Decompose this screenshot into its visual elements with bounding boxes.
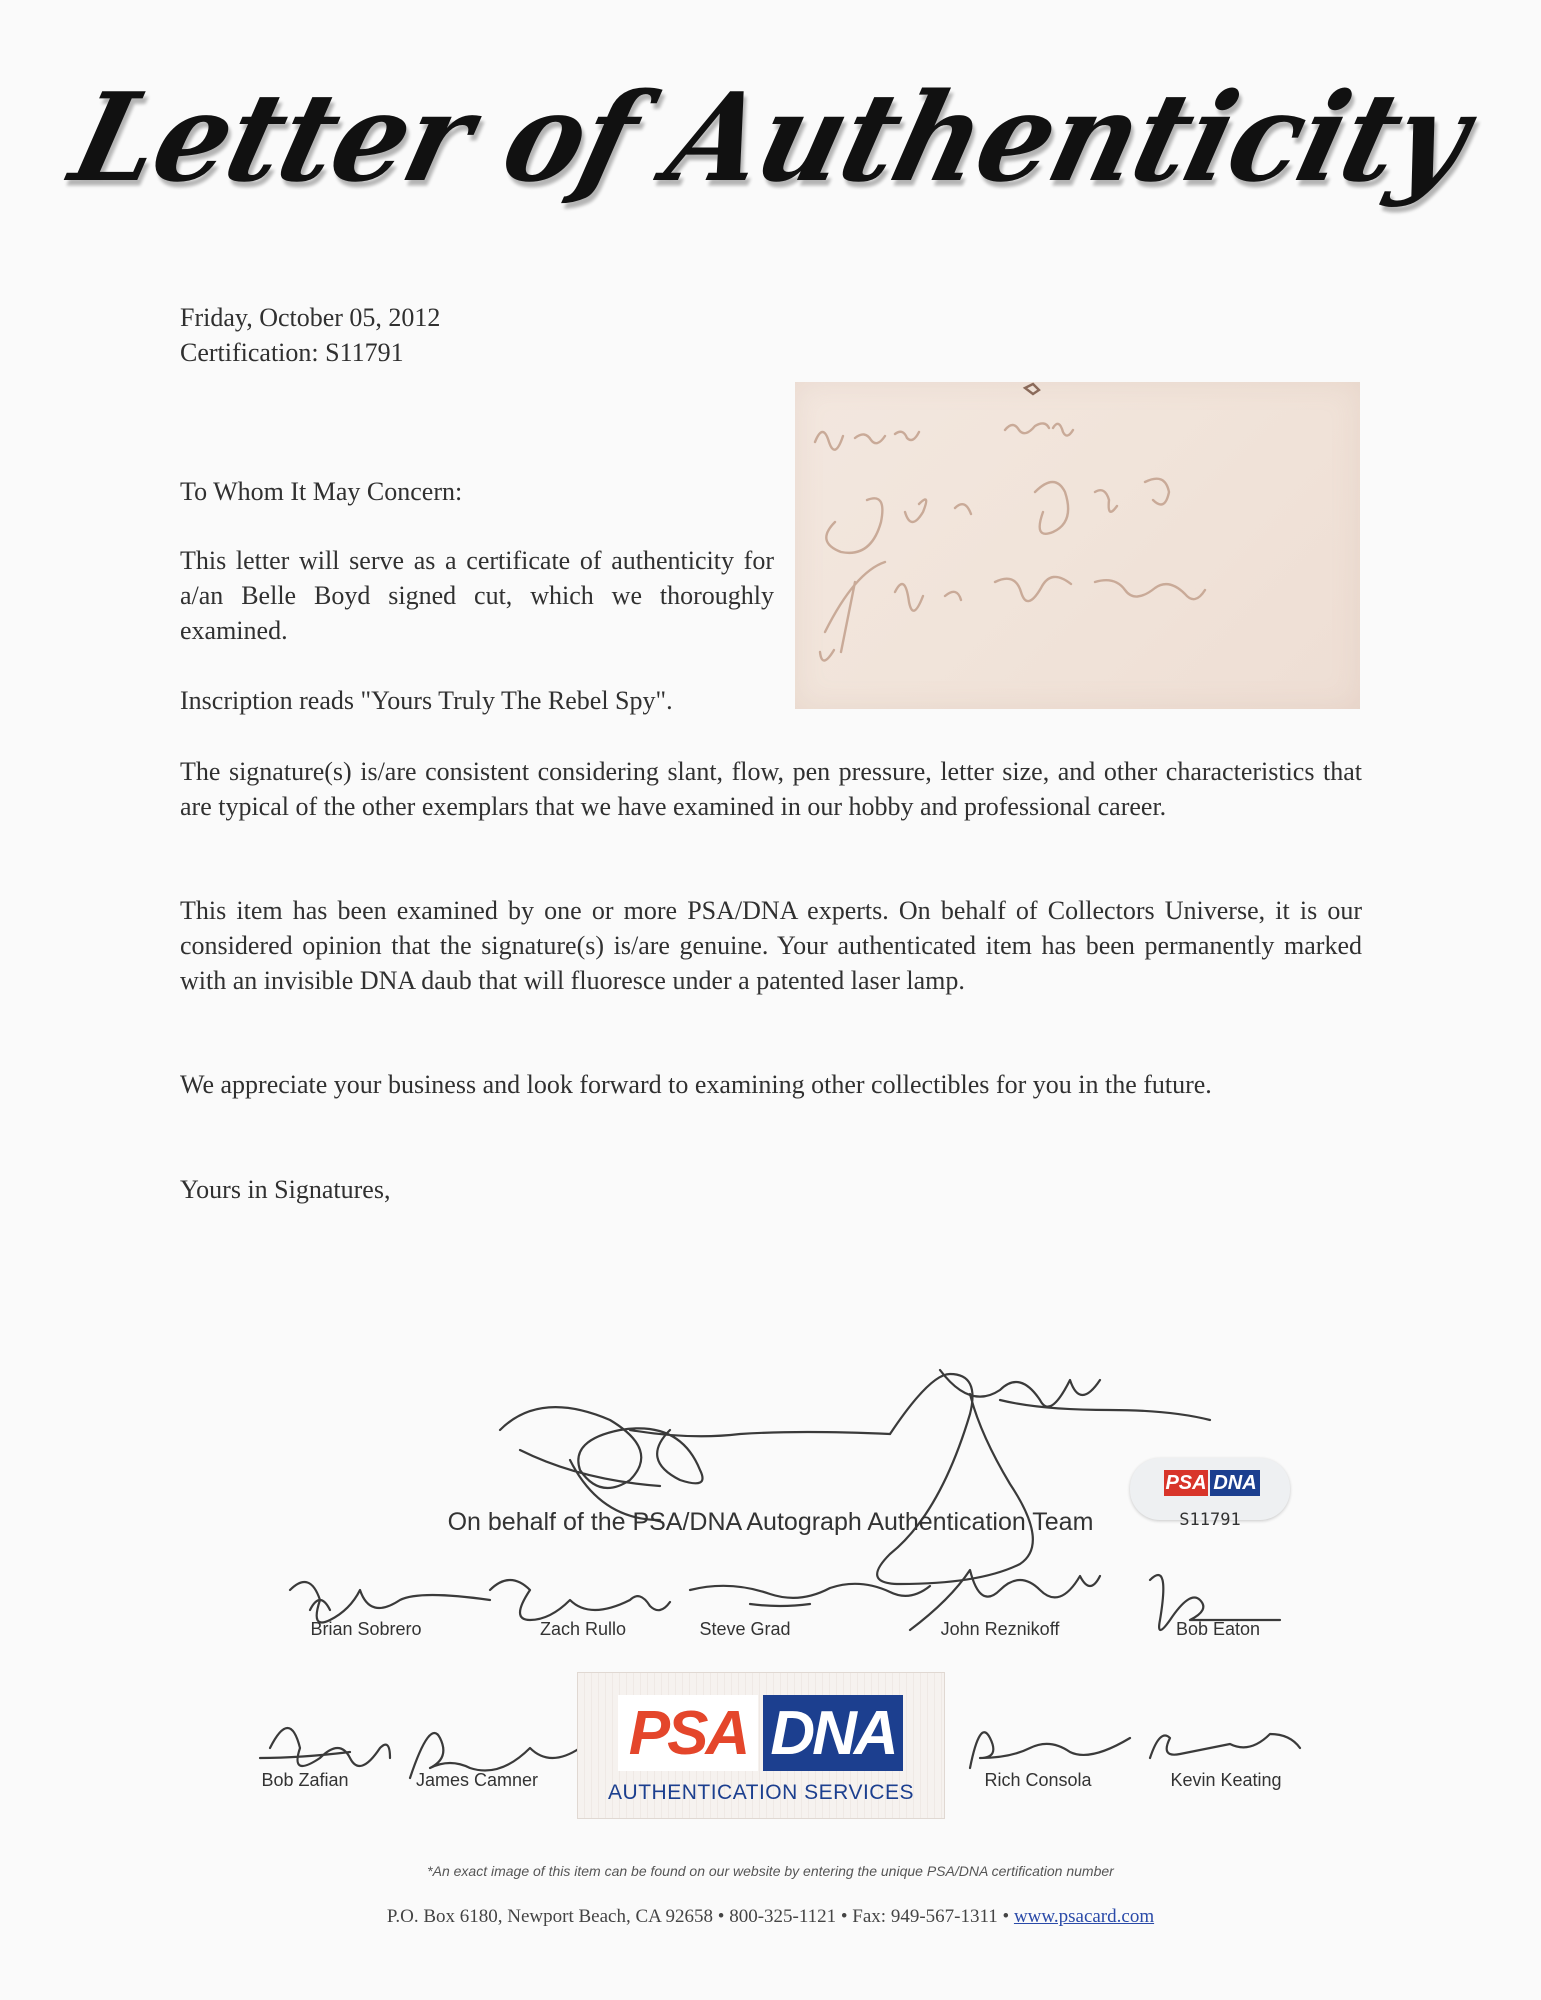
footer-address: P.O. Box 6180, Newport Beach, CA 92658 • 800-325-1121 • Fax: 949-567-1311 • [386,1906,1010,1927]
closing-line: Yours in Signatures, [180,1175,391,1204]
authenticator-name-7: James Camner [415,1770,539,1790]
sticker-dna: DNA [1210,1470,1260,1496]
disclaimer-note: *An exact image of this item can be found on our website by entering the unique PSA/DNA certification number [427,1863,1114,1879]
authenticator-name-9: Kevin Keating [1170,1770,1282,1790]
appreciation-paragraph: We appreciate your business and look forward to examining other collectibles for you in the future. [180,1070,1212,1099]
logo-services-text: AUTHENTICATION SERVICES [608,1781,914,1804]
footer-contact [0,1906,1541,1928]
authenticator-name-2: Zach Rullo [539,1619,627,1639]
sticker-psa: PSA [1165,1472,1207,1494]
consistency-paragraph: The signature(s) is/are consistent considering slant, flow, pen pressure, letter size, and other characteristics that are typical of the other exemplars that we have examined in our hobby and professional career. [180,757,1362,821]
letter-date: Friday, October 05, 2012 [180,303,441,332]
certificate-paragraph: This letter will serve as a certificate of authenticity for a/an Belle Boyd signed cut, which we thoroughly examined. [180,546,774,645]
authenticator-name-4: John Reznikoff [940,1619,1060,1639]
authenticator-name-6: Bob Zafian [261,1770,349,1790]
psa-dna-logo [577,1672,945,1819]
authenticator-name-5: Bob Eaton [1175,1619,1261,1639]
certification-number: Certification: S11791 [180,338,404,367]
team-line: On behalf of the PSA/DNA Autograph Authentication Team [447,1508,1094,1536]
sticker-cert-number: S11791 [1179,1510,1241,1530]
authenticator-name-3: Steve Grad [699,1619,791,1639]
logo-dna-word: DNA [770,1698,896,1768]
authenticator-name-8: Rich Consola [984,1770,1092,1790]
examination-paragraph: This item has been examined by one or more PSA/DNA experts. On behalf of Collectors Universe, it is our considered opinion that the signature(s) is/are genuine. Your authenticated item has been permanently marked with an invisible DNA daub that will fluoresce under a patented laser lamp. [180,896,1362,995]
cut-inscription-handwriting [795,382,1360,709]
logo-psa-word: PSA [628,1698,748,1768]
salutation: To Whom It May Concern: [180,477,463,506]
authenticator-name-1: Brian Sobrero [310,1619,422,1639]
website-link[interactable]: www.psacard.com [1013,1906,1155,1927]
signed-cut-image [795,382,1360,709]
letter-title: Letter of Authenticity [59,66,1482,210]
inscription-paragraph: Inscription reads "Yours Truly The Rebel Spy". [180,686,673,715]
